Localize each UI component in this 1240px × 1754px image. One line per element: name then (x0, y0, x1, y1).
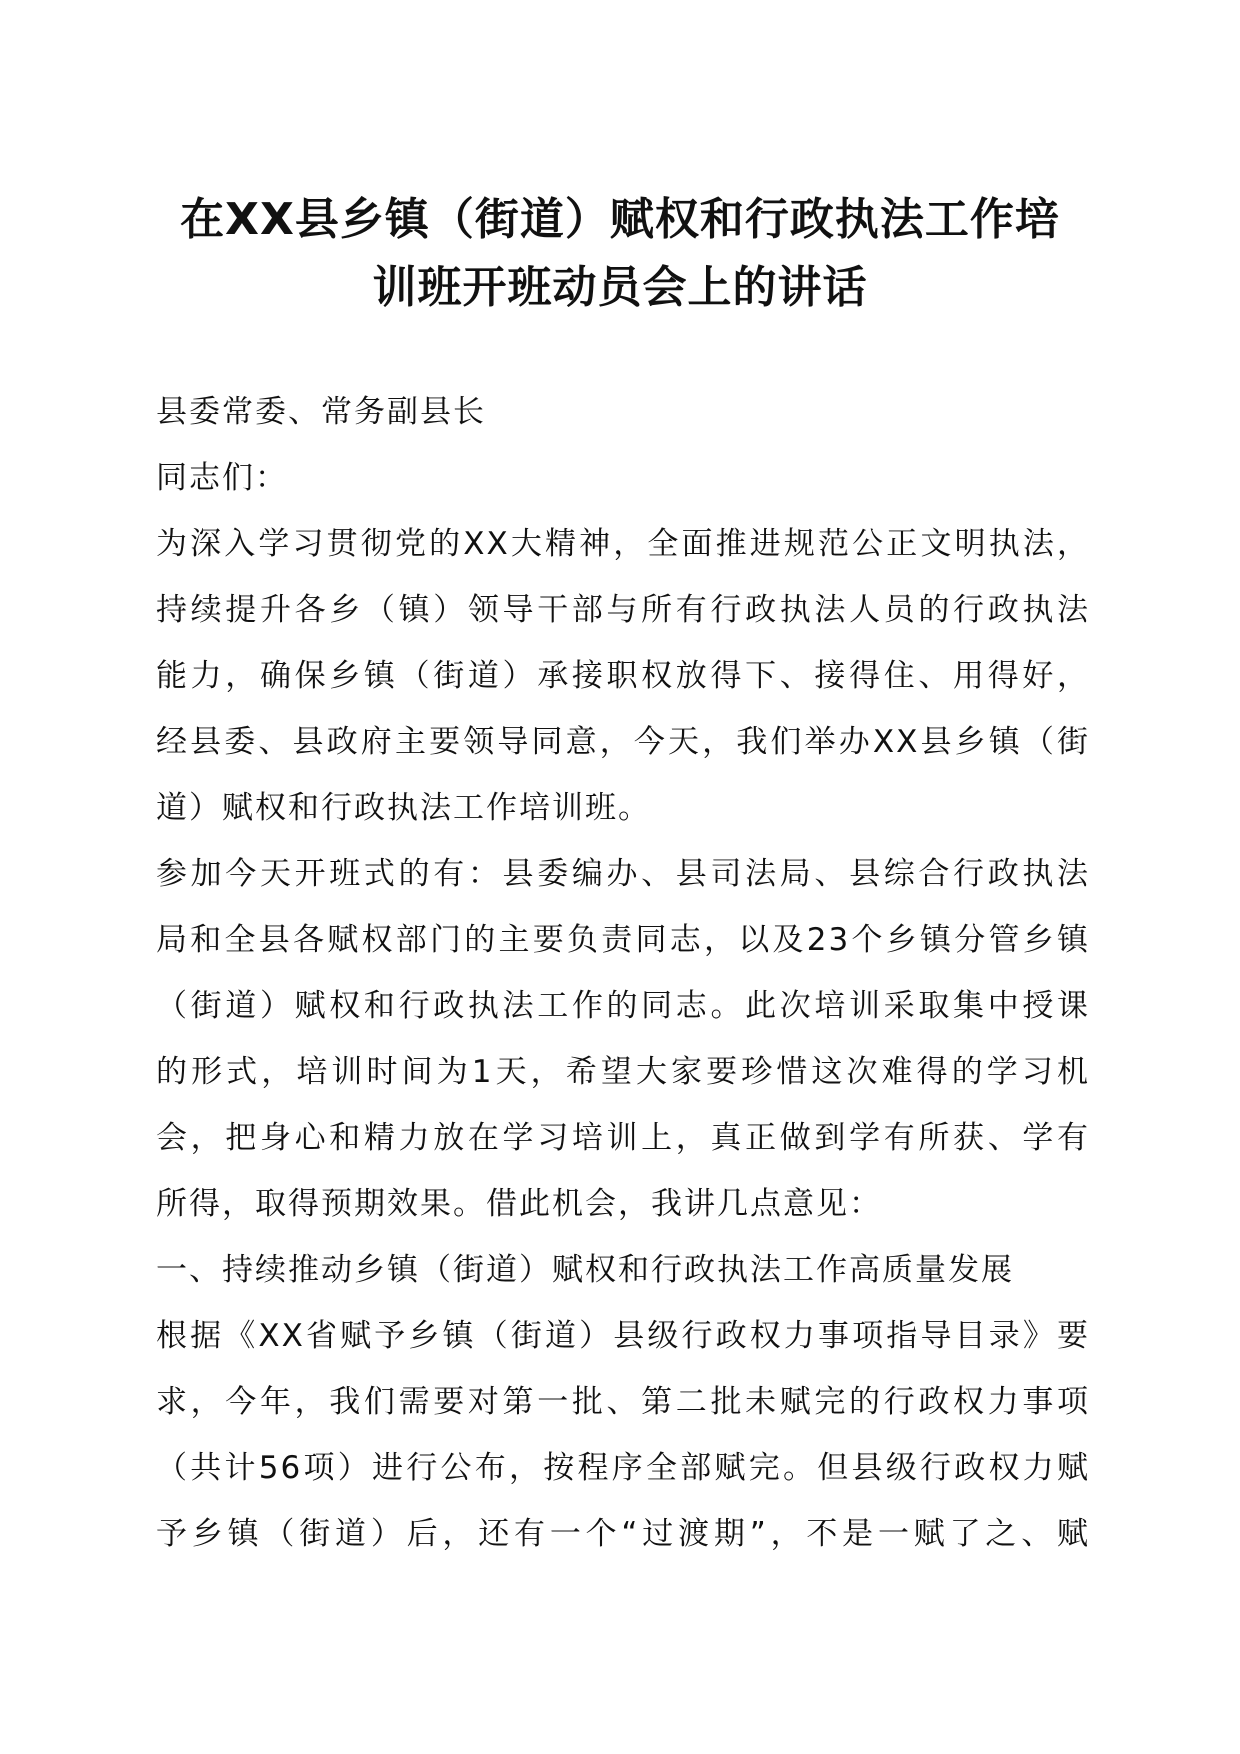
body-line-5: 道）赋权和行政执法工作培训班。 (156, 790, 651, 826)
body-line-12: 根据《XX省赋予乡镇（街道）县级行政权力事项指导目录》要 (156, 1318, 1090, 1354)
section-heading-1: 一、持续推动乡镇（街道）赋权和行政执法工作高质量发展 (156, 1252, 1014, 1288)
body-line-14: （共计56项）进行公布，按程序全部赋完。但县级行政权力赋 (156, 1450, 1090, 1486)
speaker-line: 县委常委、常务副县长 (156, 394, 486, 430)
body-line-7: 局和全县各赋权部门的主要负责同志，以及23个乡镇分管乡镇 (156, 922, 1090, 958)
body-line-6: 参加今天开班式的有：县委编办、县司法局、县综合行政执法 (156, 856, 1090, 892)
body-line-9: 的形式，培训时间为1天，希望大家要珍惜这次难得的学习机 (156, 1054, 1090, 1090)
body-line-1: 为深入学习贯彻党的XX大精神，全面推进规范公正文明执法， (156, 526, 1090, 562)
body-line-15: 予乡镇（街道）后，还有一个“过渡期”，不是一赋了之、赋 (156, 1516, 1090, 1552)
body-line-10: 会，把身心和精力放在学习培训上，真正做到学有所获、学有 (156, 1120, 1090, 1156)
document-title-line-1: 在XX县乡镇（街道）赋权和行政执法工作培 (180, 194, 1060, 245)
body-line-11: 所得，取得预期效果。借此机会，我讲几点意见： (156, 1186, 882, 1222)
body-line-2: 持续提升各乡（镇）领导干部与所有行政执法人员的行政执法 (156, 592, 1090, 628)
salutation-line: 同志们： (156, 460, 288, 496)
body-line-8: （街道）赋权和行政执法工作的同志。此次培训采取集中授课 (156, 988, 1090, 1024)
document-title-line-2: 训班开班动员会上的讲话 (372, 262, 868, 313)
body-line-4: 经县委、县政府主要领导同意，今天，我们举办XX县乡镇（街 (156, 724, 1090, 760)
body-line-3: 能力，确保乡镇（街道）承接职权放得下、接得住、用得好， (156, 658, 1090, 694)
body-line-13: 求，今年，我们需要对第一批、第二批未赋完的行政权力事项 (156, 1384, 1090, 1420)
